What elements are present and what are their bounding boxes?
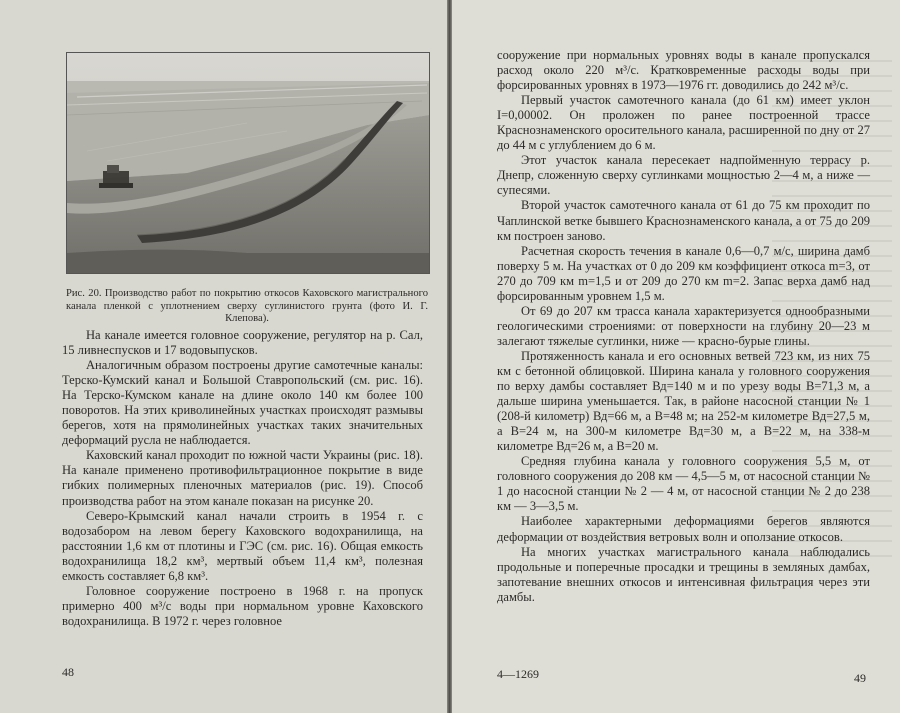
figure-20-photo [66,52,430,274]
right-text-column [497,48,870,605]
paragraph: Аналогичным образом построены другие самотечные каналы: Терско-Кумский канал и Большой Ставропольский (см. рис. 16). На Терско-Кумском канале на длине около 140 км более 100 поворотов. На этих криволинейных участках происходят размывы берегов, хотя на прямолинейных участках таких значительных деформаций русла не наблюдается. [62,358,423,448]
left-page [0,0,447,713]
paragraph: Протяженность канала и его основных ветвей 723 км, из них 75 км с бетонной облицовкой. Ширина канала у головного сооружения по верху дамбы составляет Вд=140 м и по урезу воды В=71,3 м, а дальше ширина уменьшается. Так, в районе насосной станции № 1 (208-й километр) Вд=66 м, а В=48 м; на 252-м километре Вд=27,5 м, а В=24 м, на 300-м километре Вд=30 м, а В=22 м, на 338-м километре Вд=26 м, а В=20 м. [497,348,870,454]
paragraph: Северо-Крымский канал начали строить в 1954 г. с водозабором на левом берегу Каховского водохранилища, на расстоянии 1,6 км от плотины и ГЭС (см. рис. 16). Общая емкость водохранилища 18,2 км³, мертвый объем 11,4 км³, полезная емкость составляет 6,8 км³. [62,508,423,583]
paragraph: Наиболее характерными деформациями берегов являются деформации от воздействия ветровых волн и оползание откосов. [497,514,870,544]
left-text-column [62,328,423,629]
figure-caption: Рис. 20. Производство работ по покрытию откосов Каховского магистрального канала пленкой с уплотнением сверху суглинистого грунта (фото И. Г. Клепова). [66,288,428,325]
right-page [452,0,900,713]
paragraph: Средняя глубина канала у головного сооружения 5,5 м, от головного сооружения до 208 км — 4,5—5 м, от насосной станции № 1 до насосной станции № 2 — 4 м, от насосной станции № 2 до 238 км — 3—3,5 м. [497,454,870,514]
canal-construction-photo [67,53,429,273]
paragraph: Расчетная скорость течения в канале 0,6—0,7 м/с, ширина дамб поверху 5 м. На участках от 0 до 209 км коэффициент откоса m=3, от 270 до 709 км m=1,5 и от 209 до 270 км m=2. Запас верха дамб над форсированным уровнем 1,5 м. [497,243,870,303]
paragraph: сооружение при нормальных уровнях воды в канале пропускался расход около 220 м³/с. Кратковременные расходы воды при форсированных уровнях в 1973—1976 гг. доводились до 242 м³/с. [497,48,870,93]
paragraph: На канале имеется головное сооружение, регулятор на р. Сал, 15 ливнеспусков и 17 водовыпусков. [62,328,423,358]
page-number: 49 [854,671,866,685]
page-number: 48 [62,665,74,679]
paragraph: Головное сооружение построено в 1968 г. на пропуск примерно 400 м³/с воды при нормальном уровне Каховского водохранилища. В 1972 г. через головное [62,583,423,628]
paragraph: Каховский канал проходит по южной части Украины (рис. 18). На канале применено противофильтрационное покрытие в виде гибких полимерных пленочных материалов (рис. 19). Способ производства работ на этом канале показан на рисунке 20. [62,448,423,508]
paragraph: Этот участок канала пересекает надпойменную террасу р. Днепр, сложенную сверху суглинками мощностью 2—4 м, а ниже — супесями. [497,153,870,198]
paragraph: На многих участках магистрального канала наблюдались продольные и поперечные просадки и трещины в земляных дамбах, запотевание внешних откосов и интенсивная фильтрация через эти дамбы. [497,544,870,604]
paragraph: Второй участок самотечного канала от 61 до 75 км проходит по Чаплинской ветке бывшего Краснознаменского канала, а от 75 до 209 км построен заново. [497,198,870,243]
signature-mark: 4—1269 [497,667,539,681]
paragraph: От 69 до 207 км трасса канала характеризуется однообразными геологическими строениями: от поверхности на глубину 20—23 м залегают тяжелые суглинки, ниже — красно-бурые глины. [497,303,870,348]
paragraph: Первый участок самотечного канала (до 61 км) имеет уклон I=0,00002. Он проложен по ранее построенной трассе Краснознаменского оросительного канала, расширенной по дну от 27 до 44 м с углублением до 6 м. [497,93,870,153]
